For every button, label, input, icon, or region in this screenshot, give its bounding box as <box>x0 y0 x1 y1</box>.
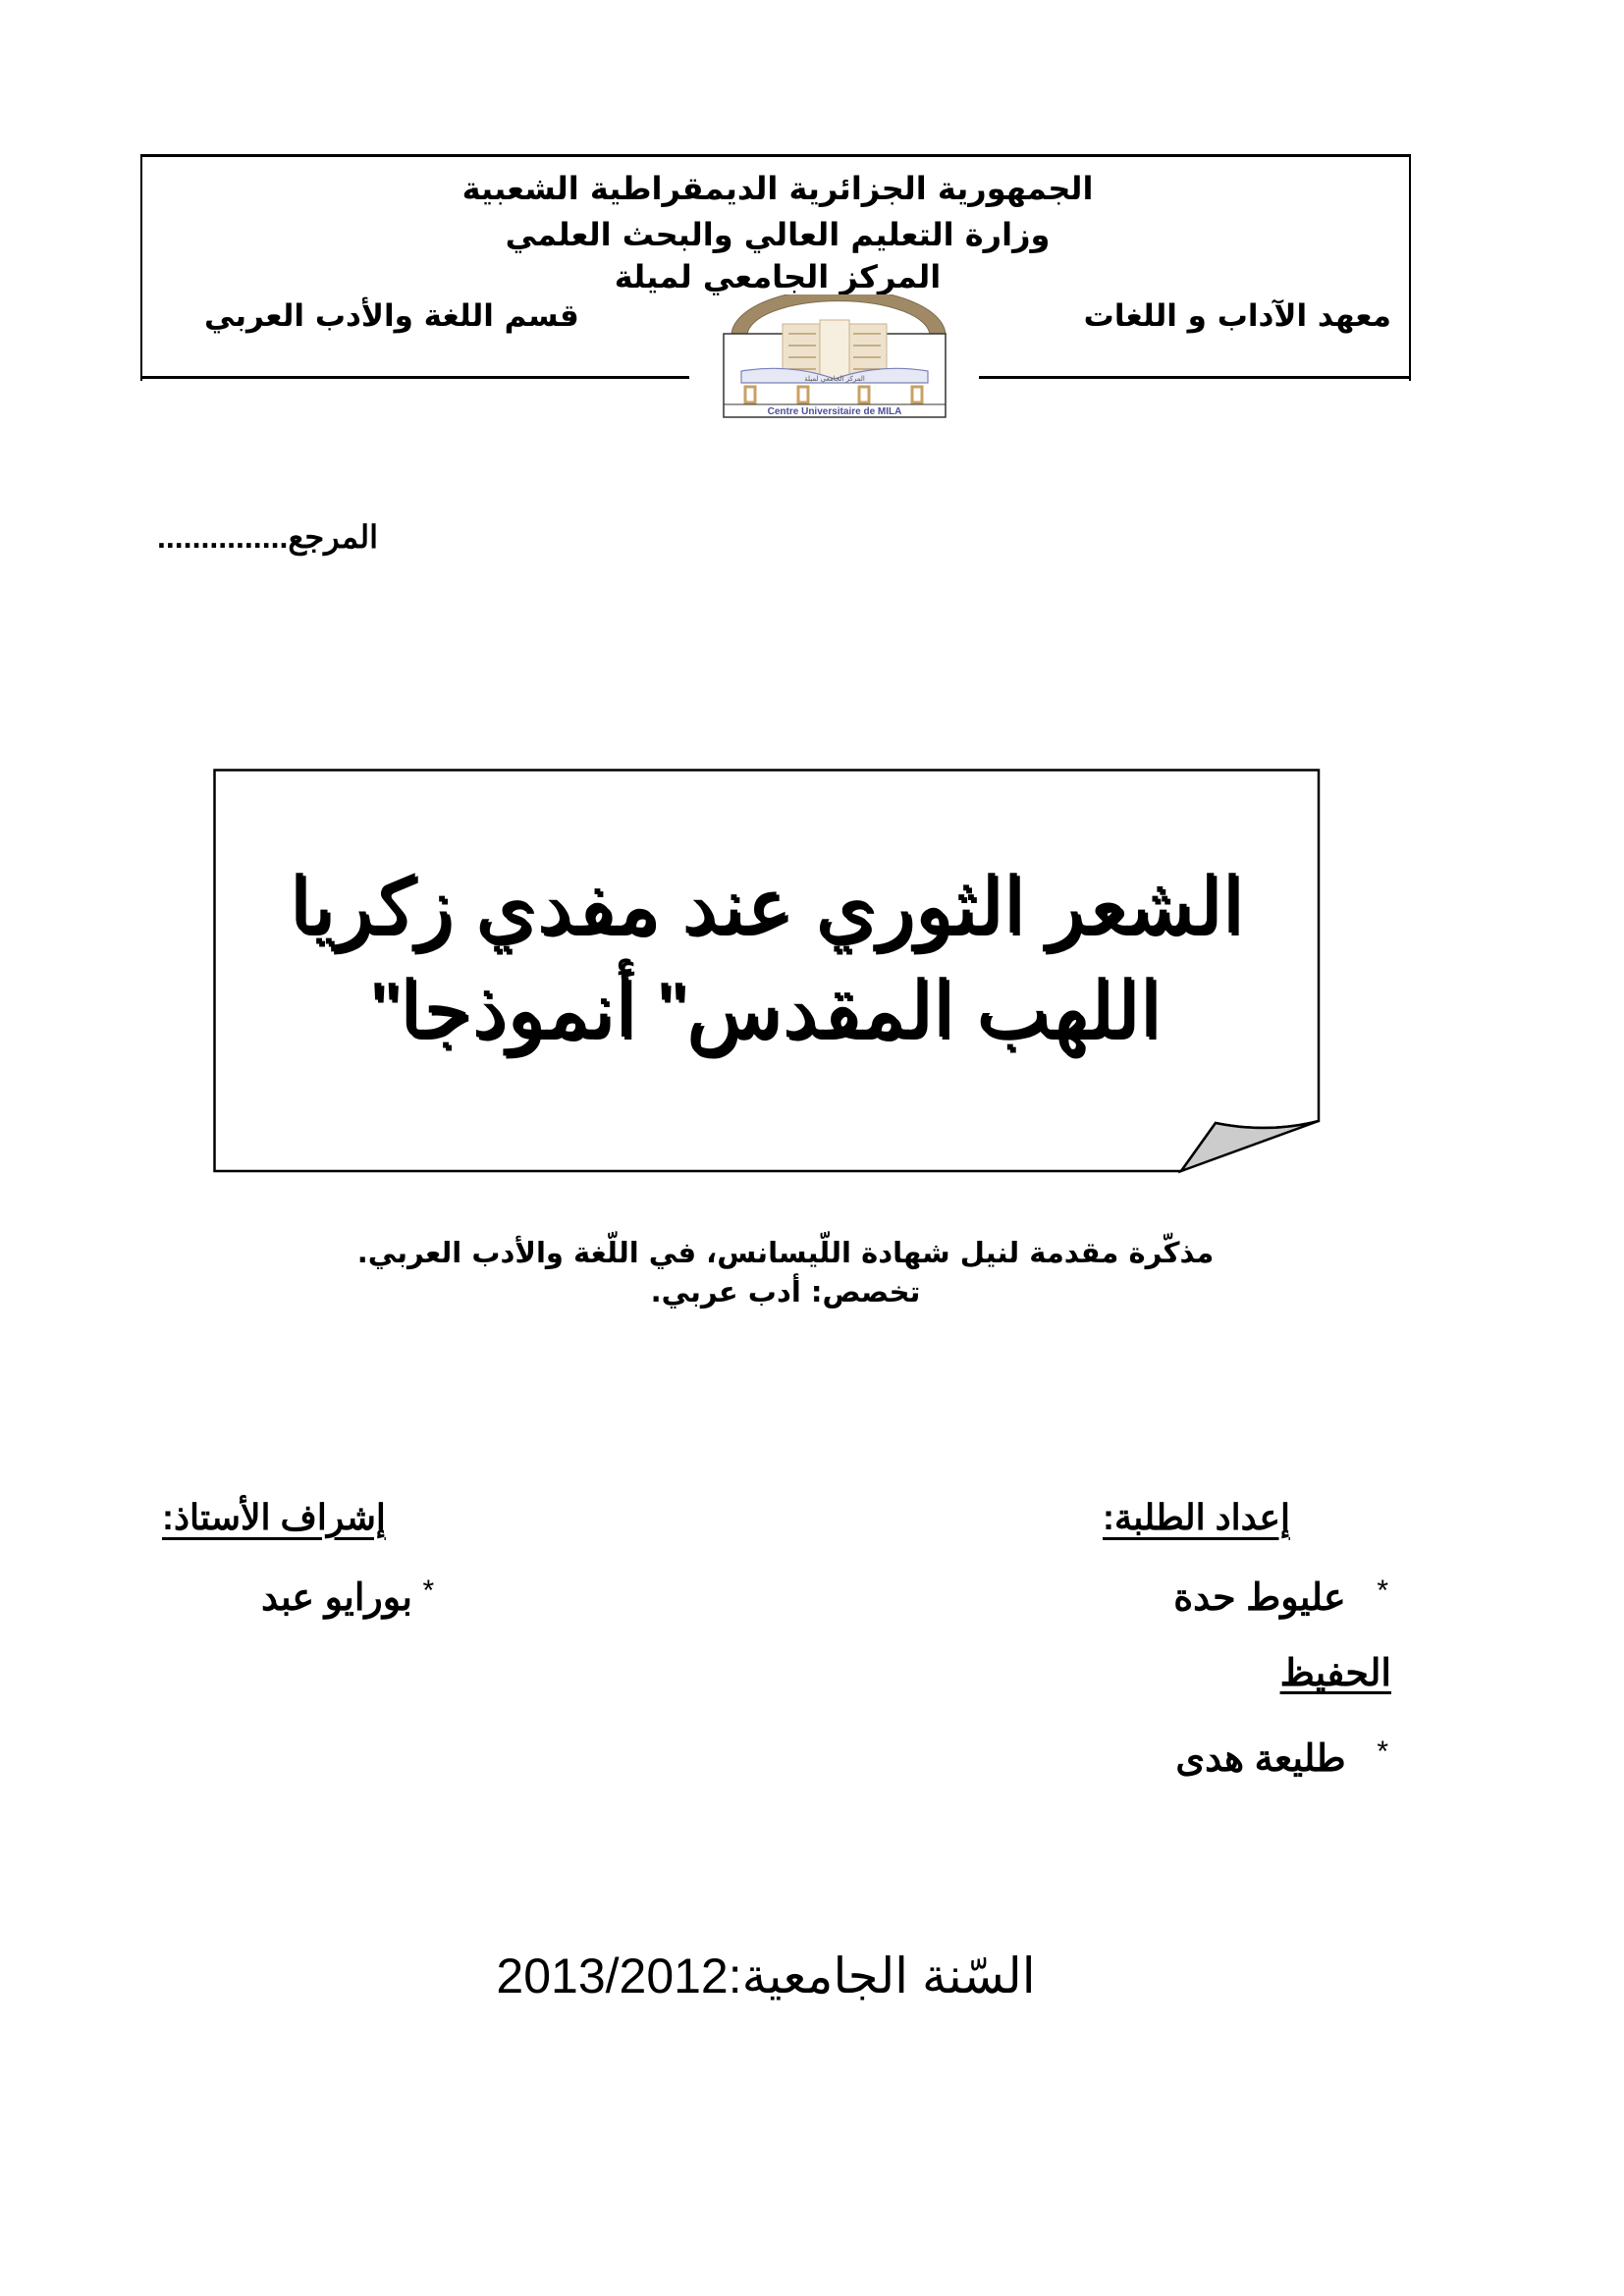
specialization: تخصص: أدب عربي. <box>650 1275 921 1308</box>
university-logo-icon <box>722 294 947 418</box>
students-label: إعداد الطلبة: <box>1103 1497 1290 1537</box>
university-center-name: المركز الجامعي لميلة <box>614 258 942 295</box>
bullet-asterisk-icon: * <box>1377 1575 1388 1607</box>
reference-label: المرجع <box>288 519 378 555</box>
bullet-asterisk-icon: * <box>422 1575 435 1607</box>
reference-dots: ............... <box>157 519 289 555</box>
header-bottom-border-right <box>979 376 1409 379</box>
ministry-name: وزارة التعليم العالي والبحث العلمي <box>505 216 1051 253</box>
thesis-title-line2: اللهب المقدس" أنموذجا" <box>370 966 1162 1053</box>
academic-year-value: 2013/2012 <box>496 1949 729 2003</box>
student-name-2: * طليعة هدى <box>1175 1735 1388 1780</box>
supervisor-label: إشراف الأستاذ: <box>162 1497 386 1537</box>
academic-year-label: السّنة الجامعية: <box>728 1949 1036 2003</box>
header-bottom-border-left <box>140 376 689 379</box>
bullet-asterisk-icon: * <box>1377 1735 1388 1768</box>
reference-field <box>157 515 471 559</box>
thesis-description: مذكّرة مقدمة لنيل شهادة اللّيسانس، في اللّغة والأدب العربي. <box>356 1236 1215 1269</box>
department-name: قسم اللغة والأدب العربي <box>204 298 579 334</box>
supervisor-name: * بورايو عبد <box>261 1575 435 1619</box>
institute-name: معهد الآداب و اللغات <box>1083 298 1391 334</box>
svg-text:Centre Universitaire de MILA: Centre Universitaire de MILA <box>767 406 902 417</box>
svg-text:المركز الجامعي لميلة: المركز الجامعي لميلة <box>804 375 865 383</box>
thesis-title-line1: الشعر الثوري عند مفدي زكريا <box>288 862 1244 949</box>
academic-year <box>491 1947 1041 2005</box>
thesis-title <box>236 854 1296 1062</box>
republic-name: الجمهورية الجزائرية الديمقراطية الشعبية <box>461 170 1094 207</box>
student-name-1: * عليوط حدة <box>1173 1575 1388 1619</box>
supervisor-name-continued: الحفيظ <box>1279 1653 1391 1694</box>
